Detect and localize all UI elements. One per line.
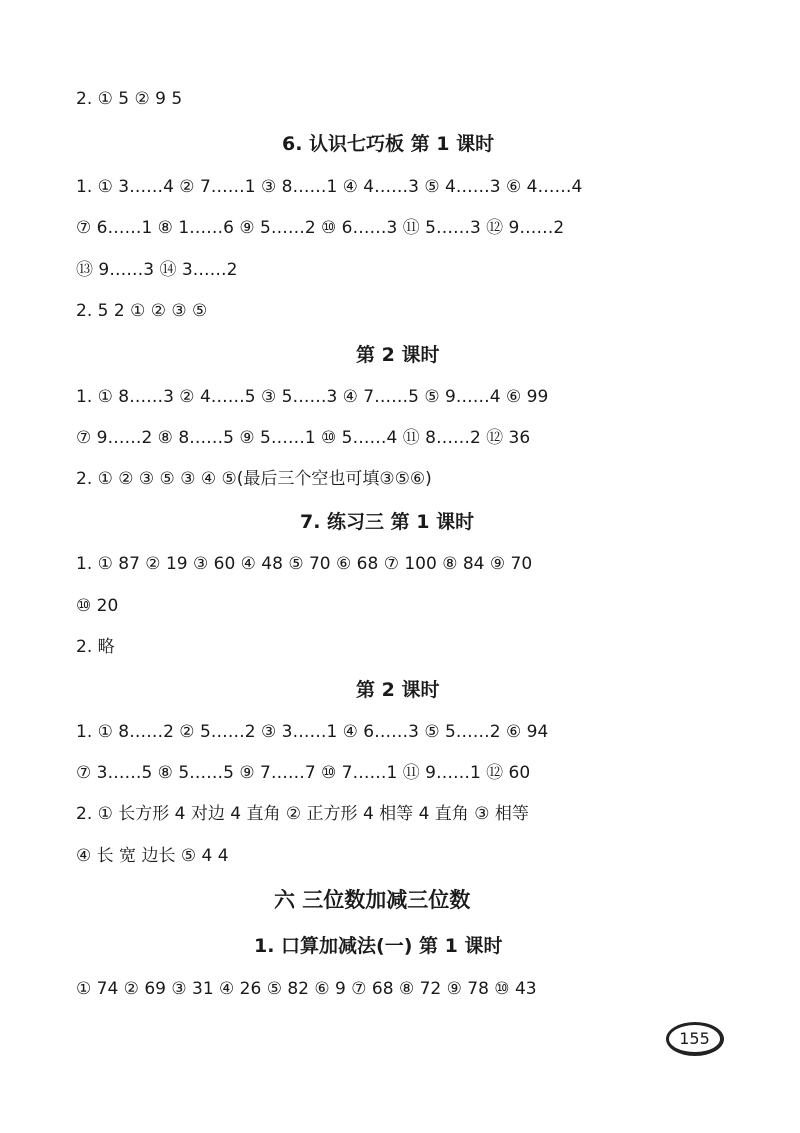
answer-line-6: 1. ① 8……3 ② 4……5 ③ 5……3 ④ 7……5 ⑤ 9……4 ⑥ 99 — [76, 387, 549, 407]
answer-line-15: ④ 长 宽 边长 ⑤ 4 4 — [76, 846, 229, 866]
answer-line-1: 2. ① 5 ② 9 5 — [76, 89, 183, 109]
section-heading-4: 第 2 课时 — [356, 679, 440, 701]
answer-line-3: ⑦ 6……1 ⑧ 1……6 ⑨ 5……2 ⑩ 6……3 ⑪ 5……3 ⑫ 9……2 — [76, 218, 565, 238]
answer-line-10: ⑩ 20 — [76, 596, 119, 616]
unit-heading: 六 三位数加减三位数 — [274, 888, 471, 912]
section-heading-1: 6. 认识七巧板 第 1 课时 — [282, 133, 495, 155]
answer-line-13: ⑦ 3……5 ⑧ 5……5 ⑨ 7……7 ⑩ 7……1 ⑪ 9……1 ⑫ 60 — [76, 763, 531, 783]
answer-line-11: 2. 略 — [76, 637, 115, 657]
answer-line-12: 1. ① 8……2 ② 5……2 ③ 3……1 ④ 6……3 ⑤ 5……2 ⑥ 94 — [76, 722, 549, 742]
answer-line-7: ⑦ 9……2 ⑧ 8……5 ⑨ 5……1 ⑩ 5……4 ⑪ 8……2 ⑫ 36 — [76, 428, 531, 448]
page-number-badge — [666, 1022, 724, 1056]
answer-line-16: ① 74 ② 69 ③ 31 ④ 26 ⑤ 82 ⑥ 9 ⑦ 68 ⑧ 72 ⑨ 78 ⑩ 43 — [76, 979, 537, 999]
answer-line-4: ⑬ 9……3 ⑭ 3……2 — [76, 260, 238, 280]
page-number: 155 — [679, 1029, 710, 1048]
section-heading-2: 第 2 课时 — [356, 344, 440, 366]
answer-line-5: 2. 5 2 ① ② ③ ⑤ — [76, 301, 208, 321]
answer-line-14: 2. ① 长方形 4 对边 4 直角 ② 正方形 4 相等 4 直角 ③ 相等 — [76, 804, 529, 824]
section-heading-3: 7. 练习三 第 1 课时 — [300, 511, 475, 533]
answer-line-8: 2. ① ② ③ ⑤ ③ ④ ⑤(最后三个空也可填③⑤⑥) — [76, 469, 432, 489]
answer-line-9: 1. ① 87 ② 19 ③ 60 ④ 48 ⑤ 70 ⑥ 68 ⑦ 100 ⑧ 84 ⑨ 70 — [76, 554, 533, 574]
answer-line-2: 1. ① 3……4 ② 7……1 ③ 8……1 ④ 4……3 ⑤ 4……3 ⑥ 4……4 — [76, 177, 583, 197]
section-heading-5: 1. 口算加减法(一) 第 1 课时 — [254, 935, 503, 957]
